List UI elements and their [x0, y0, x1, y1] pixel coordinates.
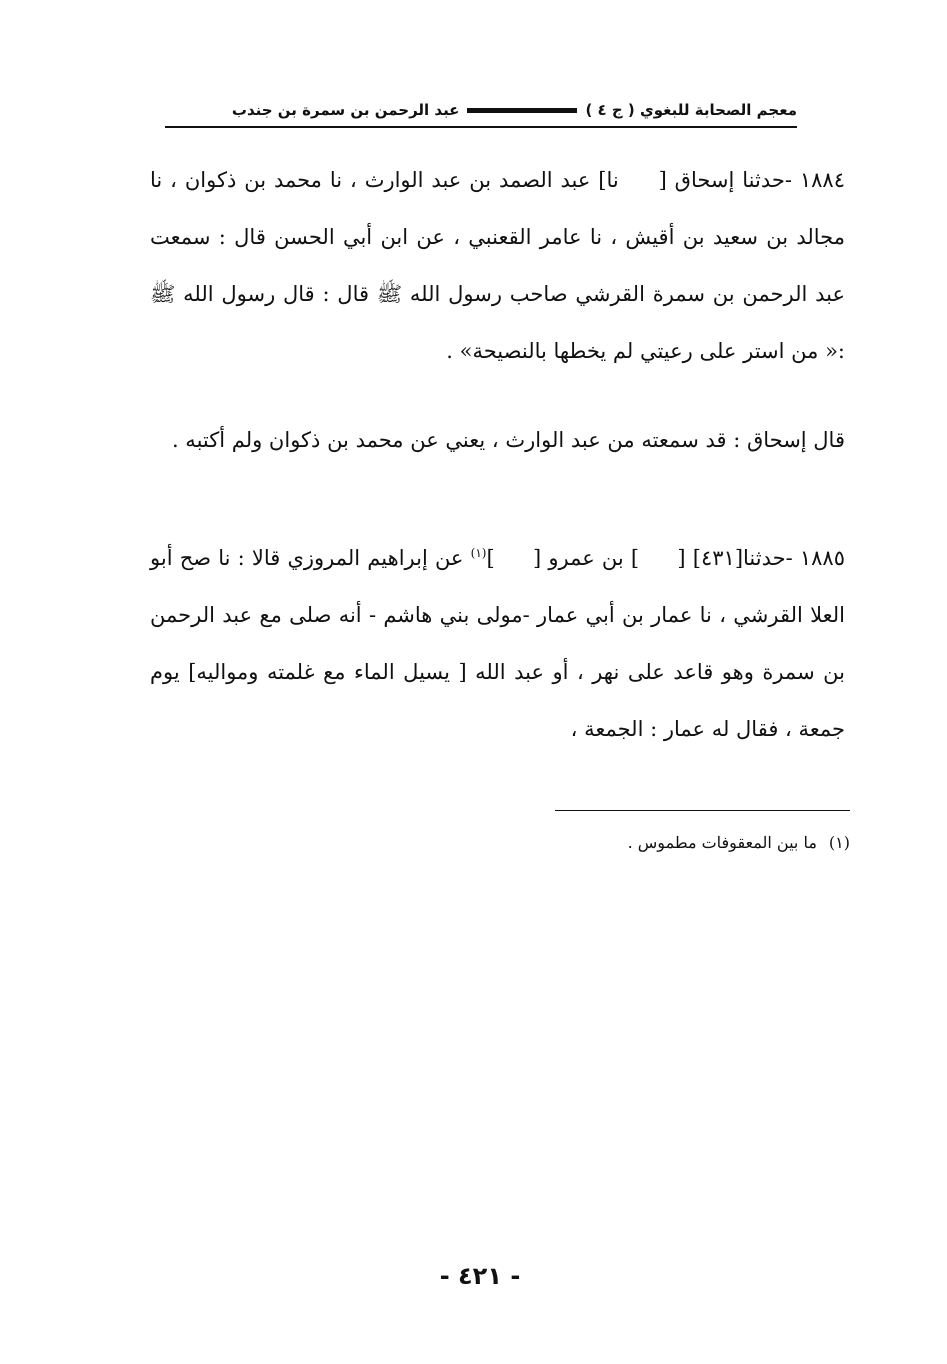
entry-text: -حدثنا إسحاق [	[650, 168, 800, 192]
header-rule	[165, 126, 797, 128]
section-title: عبد الرحمن بن سمرة بن جندب	[231, 101, 460, 119]
hadith-entry-1885	[150, 525, 845, 758]
entry-number: ١٨٨٤	[799, 168, 845, 192]
footnote-marker: (١)	[828, 833, 850, 852]
footnote-text: ما بين المعقوفات مطموس .	[627, 833, 817, 852]
header-rule-segment	[467, 108, 577, 113]
entry-text: نا] عبد الصمد بن عبد الوارث ، نا محمد بن ذكوان ، نا مجالد بن سعيد بن أقيش ، نا عامر القعنبي ، عن ابن أبي الحسن قال : سمعت عبد الرحمن بن سمرة القرشي صاحب رسول الله ﷺ قال : قال رسول الله ﷺ :« من استر على رعيتي لم يخطها بالنصيحة» .	[150, 168, 845, 363]
book-title: معجم الصحابة للبغوي ( ج ٤ )	[585, 101, 797, 119]
ishaq-remark: قال إسحاق : قد سمعته من عبد الوارث ، يعني عن محمد بن ذكوان ولم أكتبه .	[171, 428, 845, 452]
entry-text: ] بن عمرو [	[525, 546, 647, 570]
entry-text: ]	[486, 546, 502, 570]
page-number: - ٤٢١ -	[439, 1262, 521, 1290]
entry-text: عن إبراهيم المروزي قالا : نا صح أبو العلا القرشي ، نا عمار بن أبي عمار -مولى بني هاشم - أنه صلى مع عبد الرحمن بن سمرة وهو قاعد على نهر ، أو عبد الله [ يسيل الماء مع غلمته ومواليه] يوم جمعة ، فقال له عمار : الجمعة ،	[150, 546, 845, 741]
footnote-separator	[555, 810, 850, 811]
hadith-entry-1884	[150, 152, 845, 380]
entry-text: -حدثنا[٤٣١] [	[670, 546, 800, 570]
footnote	[555, 830, 850, 856]
running-header	[165, 92, 797, 128]
footnote-reference: (١)	[470, 546, 487, 560]
entry-number: ١٨٨٥	[799, 546, 845, 570]
